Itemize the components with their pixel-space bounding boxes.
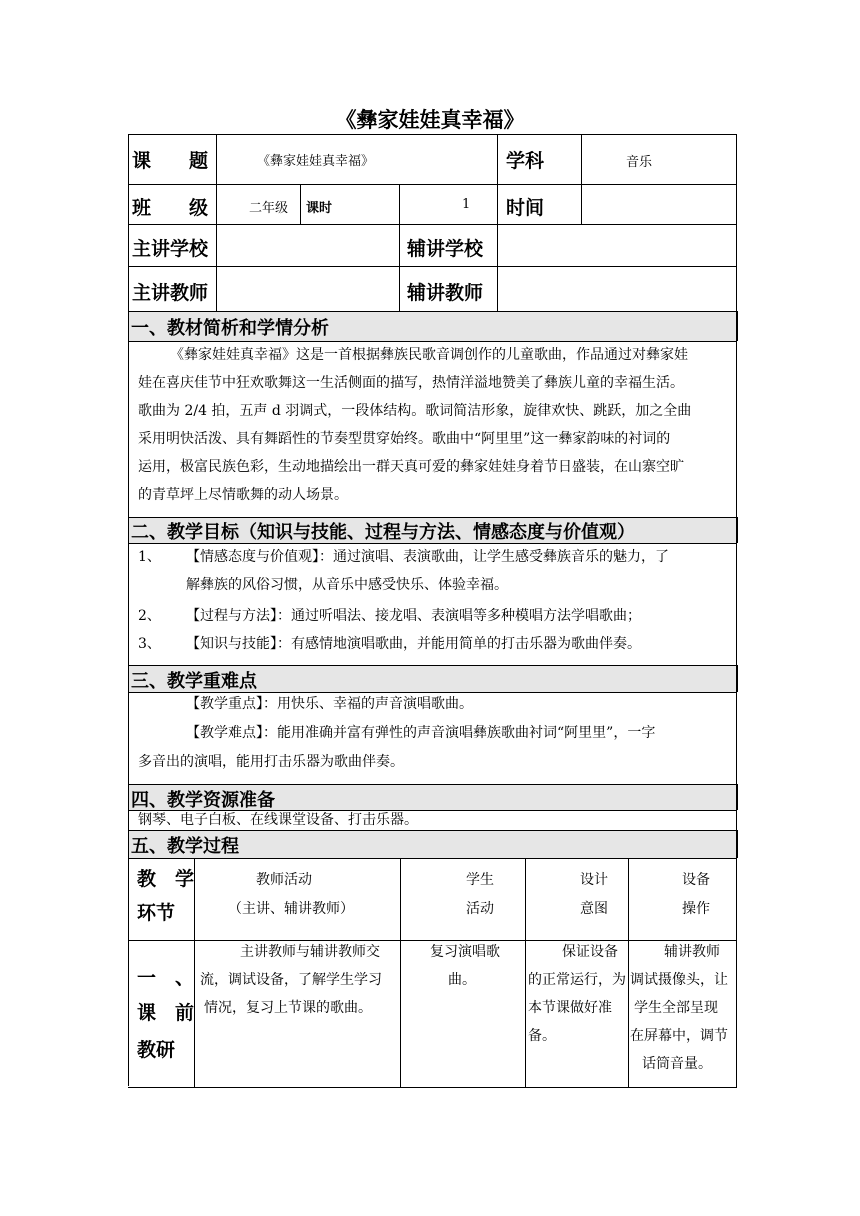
subject-label: 学科 (506, 150, 545, 172)
assist-school-label: 辅讲学校 (407, 238, 484, 260)
assist-teacher-label: 辅讲教师 (407, 282, 484, 304)
header-teacher-sub: （主讲、辅讲教师） (228, 901, 354, 917)
paragraph-line: 采用明快活泼、具有舞蹈性的节奏型贯穿始终。歌曲中“阿里里”这一彝家韵味的衬词的 (138, 431, 671, 447)
teacher-cell: 流，调试设备，了解学生学习 (200, 972, 382, 988)
header-student-2: 活动 (466, 901, 494, 917)
intent-cell: 的正常运行，为 (528, 972, 626, 988)
list-item-continuation: 解彝族的风俗习惯，从音乐中感受快乐、体验幸福。 (186, 577, 508, 593)
device-cell: 在屏幕中，调节 (630, 1028, 728, 1044)
intent-cell: 保证设备 (562, 944, 618, 960)
period-label: 课时 (306, 201, 333, 216)
stage-cell: 课 前 (137, 1002, 195, 1024)
paragraph-line: 运用，极富民族色彩，生动地描绘出一群天真可爱的彝家娃娃身着节日盛装，在山寨空旷 (138, 459, 684, 475)
paragraph-line: 的青草坪上尽情歌舞的动人场景。 (138, 487, 348, 503)
student-cell: 复习演唱歌 (430, 944, 500, 960)
topic-label: 课 题 (132, 150, 209, 172)
header-student: 学生 (466, 872, 494, 888)
resources-text: 钢琴、电子白板、在线课堂设备、打击乐器。 (138, 812, 418, 828)
paragraph-line: 歌曲为 2/4 拍，五声 d 羽调式，一段体结构。歌词简洁形象，旋律欢快、跳跃，加之全曲 (138, 403, 692, 419)
intent-cell: 备。 (528, 1028, 556, 1044)
device-cell: 学生全部呈现 (634, 1000, 718, 1016)
main-teacher-label: 主讲教师 (132, 282, 209, 304)
list-item: 【过程与方法】：通过听唱法、接龙唱、表演唱等多种模唱方法学唱歌曲； (186, 608, 641, 624)
paragraph-line: 《彝家娃娃真幸福》这是一首根据彝族民歌音调创作的儿童歌曲，作品通过对彝家娃 (170, 347, 688, 363)
topic-value: 《彝家娃娃真幸福》 (257, 154, 375, 169)
section-5-title: 五、教学过程 (131, 836, 239, 857)
class-value: 二年级 (249, 201, 289, 216)
section-3-title: 三、教学重难点 (131, 671, 257, 692)
difficult-point-continuation: 多音出的演唱，能用打击乐器为歌曲伴奏。 (138, 754, 404, 770)
list-number: 1、 (138, 549, 161, 565)
header-device-2: 操作 (682, 901, 710, 917)
period-value: 1 (462, 197, 471, 212)
list-number: 3、 (138, 636, 161, 652)
section-1-title: 一、教材简析和学情分析 (131, 318, 329, 339)
header-intent: 设计 (580, 872, 608, 888)
student-cell: 曲。 (448, 972, 476, 988)
teacher-cell: 情况，复习上节课的歌曲。 (204, 1000, 372, 1016)
header-teacher: 教师活动 (256, 872, 312, 888)
header-intent-2: 意图 (580, 901, 608, 917)
header-stage: 教 学 (137, 868, 195, 890)
teacher-cell: 主讲教师与辅讲教师交 (240, 944, 380, 960)
time-label: 时间 (506, 197, 545, 219)
device-cell: 辅讲教师 (664, 944, 720, 960)
paragraph-line: 娃在喜庆佳节中狂欢歌舞这一生活侧面的描写，热情洋溢地赞美了彝族儿童的幸福生活。 (138, 375, 684, 391)
intent-cell: 本节课做好准 (528, 1000, 612, 1016)
main-school-label: 主讲学校 (132, 238, 209, 260)
list-item: 【情感态度与价值观】：通过演唱、表演歌曲，让学生感受彝族音乐的魅力，了 (186, 549, 669, 565)
difficult-point: 【教学难点】：能用准确并富有弹性的声音演唱彝族歌曲衬词“阿里里”，一字 (186, 725, 656, 741)
document-title: 《彝家娃娃真幸福》 (335, 108, 525, 132)
stage-cell: 教研 (137, 1039, 176, 1061)
header-device: 设备 (682, 872, 710, 888)
key-point: 【教学重点】：用快乐、幸福的声音演唱歌曲。 (186, 696, 473, 712)
list-item: 【知识与技能】：有感情地演唱歌曲，并能用简单的打击乐器为歌曲伴奏。 (186, 636, 641, 652)
class-label: 班 级 (132, 197, 209, 219)
header-stage-2: 环节 (137, 902, 176, 924)
section-2-title: 二、教学目标（知识与技能、过程与方法、情感态度与价值观） (131, 522, 635, 543)
device-cell: 话筒音量。 (642, 1056, 712, 1072)
stage-cell: 一 、 (137, 967, 195, 989)
subject-value: 音乐 (626, 155, 653, 170)
section-4-title: 四、教学资源准备 (131, 790, 275, 811)
device-cell: 调试摄像头，让 (630, 972, 728, 988)
list-number: 2、 (138, 608, 161, 624)
